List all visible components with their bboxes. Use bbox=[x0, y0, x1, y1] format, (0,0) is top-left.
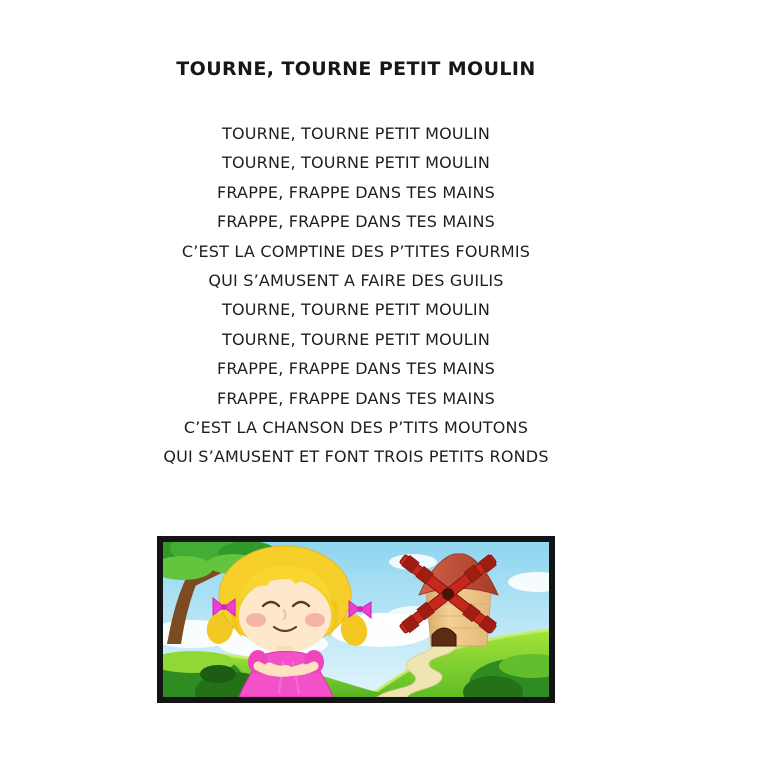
page-title: TOURNE, TOURNE PETIT MOULIN bbox=[176, 58, 536, 80]
lyric-line: TOURNE, TOURNE PETIT MOULIN bbox=[221, 153, 491, 173]
lyric-line: QUI S’AMUSENT ET FONT TROIS PETITS RONDS bbox=[163, 447, 549, 467]
lyric-line: FRAPPE, FRAPPE DANS TES MAINS bbox=[216, 182, 496, 202]
lyric-line: TOURNE, TOURNE PETIT MOULIN bbox=[221, 329, 491, 349]
lyric-line: FRAPPE, FRAPPE DANS TES MAINS bbox=[216, 388, 496, 408]
lyric-line: FRAPPE, FRAPPE DANS TES MAINS bbox=[216, 212, 496, 232]
lyric-line: FRAPPE, FRAPPE DANS TES MAINS bbox=[216, 359, 496, 379]
lyrics-block bbox=[0, 119, 712, 472]
lyric-line: TOURNE, TOURNE PETIT MOULIN bbox=[221, 300, 491, 320]
lyric-line: QUI S’AMUSENT A FAIRE DES GUILIS bbox=[208, 271, 504, 291]
illustration-frame bbox=[157, 536, 555, 703]
lyric-line: TOURNE, TOURNE PETIT MOULIN bbox=[221, 124, 491, 143]
lyric-line: C’EST LA CHANSON DES P’TITS MOUTONS bbox=[183, 418, 529, 438]
lyric-line: C’EST LA COMPTINE DES P’TITES FOURMIS bbox=[181, 241, 531, 261]
illustration-girl-windmill bbox=[163, 542, 549, 697]
